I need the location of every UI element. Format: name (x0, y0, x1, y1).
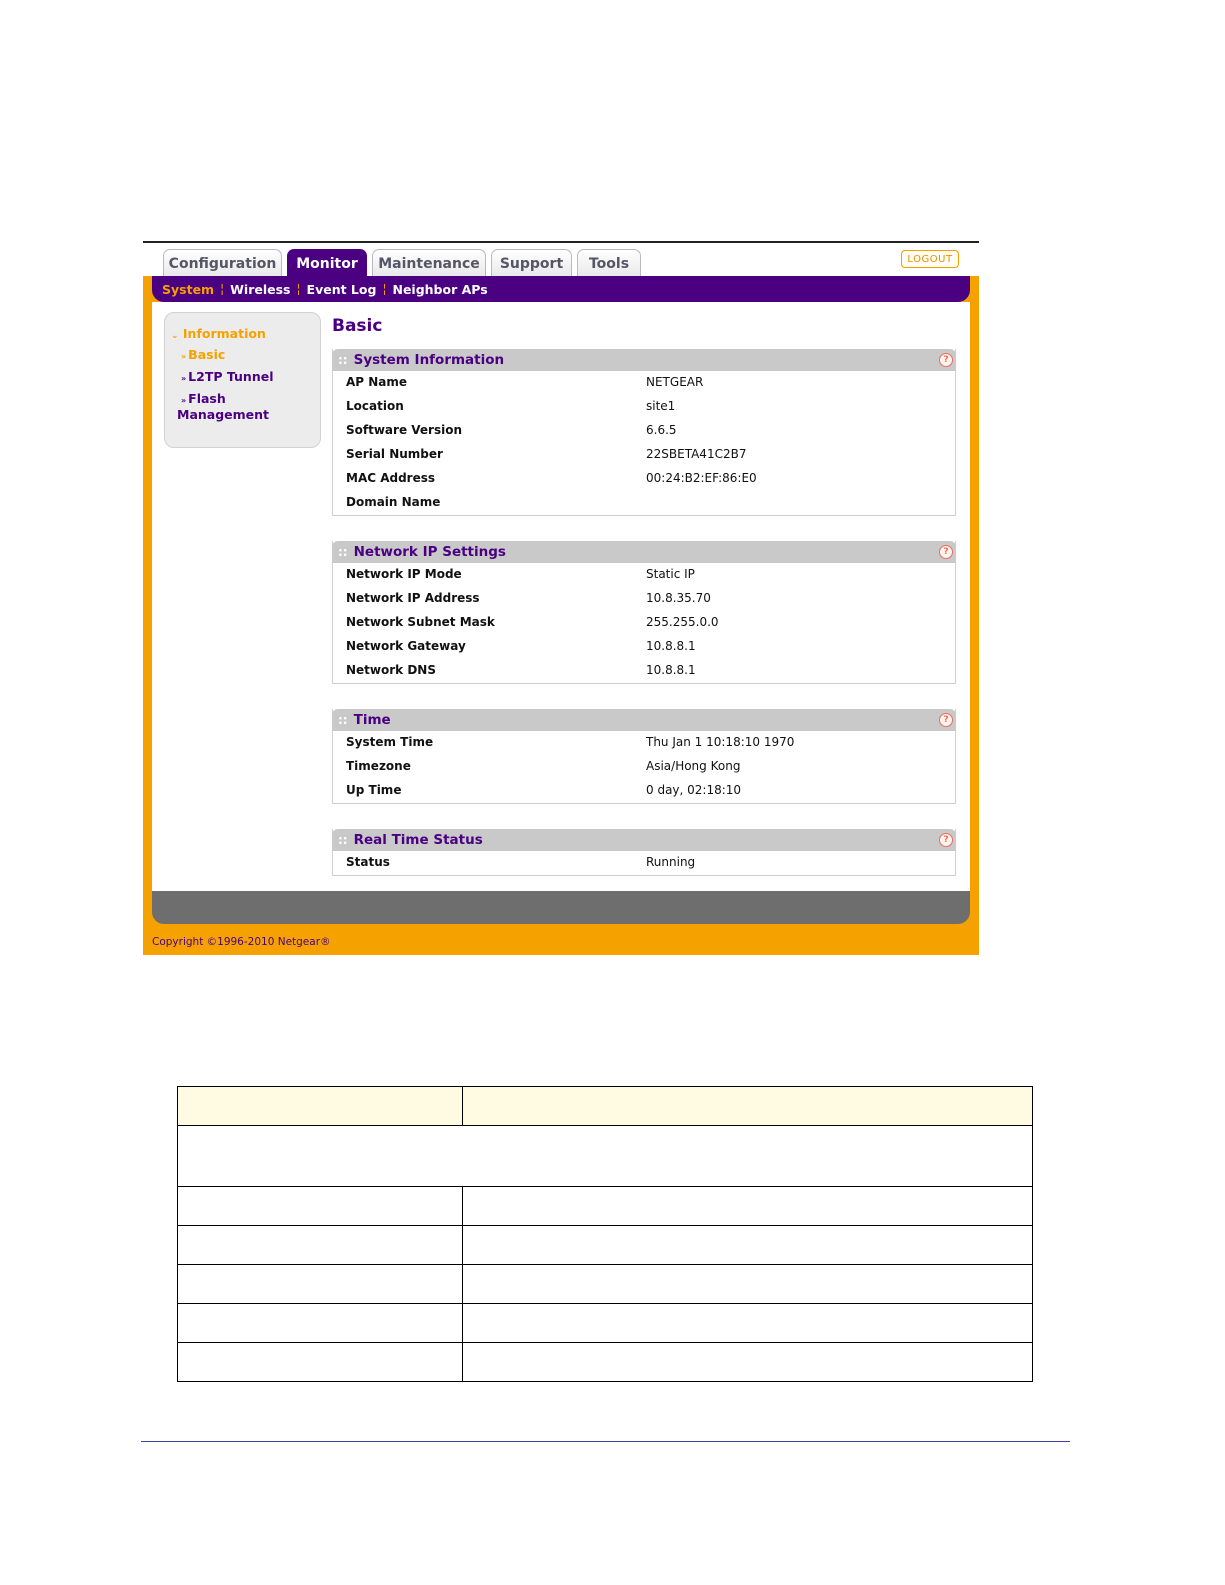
table-row (178, 1187, 1033, 1226)
row-label: Network IP Address (346, 591, 480, 605)
double-arrow-icon: » (181, 352, 186, 361)
info-row (333, 443, 955, 467)
table-cell (463, 1226, 1033, 1265)
copyright-text: Copyright ©1996-2010 Netgear® (152, 936, 331, 948)
row-value: 255.255.0.0 (646, 615, 719, 629)
row-value: 10.8.35.70 (646, 591, 711, 605)
subnav-system[interactable]: System (162, 281, 215, 297)
row-value: Asia/Hong Kong (646, 759, 741, 773)
info-row (333, 611, 955, 635)
leftnav-item-label: L2TP Tunnel (188, 369, 274, 384)
info-row (333, 563, 955, 587)
grip-icon: :: (338, 353, 348, 367)
table-header-cell (178, 1087, 463, 1126)
table-span-row (178, 1126, 1033, 1187)
info-row (333, 659, 955, 683)
tab-configuration[interactable]: Configuration (163, 249, 282, 277)
left-nav-panel (164, 312, 321, 448)
row-value: 0 day, 02:18:10 (646, 783, 742, 797)
logout-button[interactable]: LOGOUT (901, 250, 959, 268)
subnav-separator: ¦ (220, 282, 225, 296)
table-header-row (178, 1087, 1033, 1126)
section-header (332, 829, 956, 851)
section-title: Network IP Settings (353, 544, 506, 560)
table-cell (178, 1126, 1033, 1187)
row-value: 10.8.8.1 (646, 639, 696, 653)
section-time (332, 709, 956, 804)
table-row (178, 1343, 1033, 1382)
row-label: System Time (346, 735, 434, 749)
help-icon[interactable]: ? (939, 713, 953, 727)
section-system-information (332, 349, 956, 516)
leftnav-item-label-line2: Management (177, 407, 270, 422)
row-value: 10.8.8.1 (646, 663, 696, 677)
section-network-ip-settings (332, 541, 956, 684)
tab-tools[interactable]: Tools (577, 249, 641, 277)
row-label: Network Subnet Mask (346, 615, 495, 629)
row-label: Serial Number (346, 447, 443, 461)
info-row (333, 395, 955, 419)
table-cell (178, 1226, 463, 1265)
row-label: Network IP Mode (346, 567, 462, 581)
row-label: Network DNS (346, 663, 436, 677)
help-icon[interactable]: ? (939, 833, 953, 847)
sub-nav-bar (152, 276, 970, 302)
row-label: AP Name (346, 375, 408, 389)
section-title: System Information (353, 352, 505, 368)
table-cell (178, 1265, 463, 1304)
leftnav-item-label: Flash (188, 391, 226, 406)
info-row (333, 419, 955, 443)
tab-monitor[interactable]: Monitor (287, 249, 367, 277)
leftnav-item-label: Basic (188, 347, 226, 362)
row-label: Domain Name (346, 495, 441, 509)
table-cell (178, 1343, 463, 1382)
subnav-event-log[interactable]: Event Log (306, 281, 377, 297)
content-area (152, 302, 970, 891)
double-arrow-icon: » (181, 374, 186, 383)
table-cell (463, 1304, 1033, 1343)
grip-icon: :: (338, 713, 348, 727)
row-value: Running (646, 855, 696, 869)
leftnav-heading-label: Information (182, 326, 266, 341)
subnav-neighbor-aps[interactable]: Neighbor APs (392, 281, 488, 297)
row-value: 22SBETA41C2B7 (646, 447, 747, 461)
section-title: Time (353, 712, 391, 728)
row-label: Network Gateway (346, 639, 466, 653)
info-row (333, 755, 955, 779)
page-title: Basic (332, 316, 383, 336)
double-arrow-icon: » (181, 396, 186, 405)
leftnav-item-basic[interactable] (181, 348, 225, 364)
section-real-time-status (332, 829, 956, 876)
table-cell (463, 1343, 1033, 1382)
section-header (332, 541, 956, 563)
info-row (333, 587, 955, 611)
leftnav-item-l2tp-tunnel[interactable] (181, 370, 274, 386)
main-tab-bar (143, 241, 979, 276)
grip-icon: :: (338, 833, 348, 847)
info-row (333, 635, 955, 659)
document-table (177, 1086, 1033, 1382)
row-value: NETGEAR (646, 375, 704, 389)
tab-support[interactable]: Support (491, 249, 572, 277)
row-value: Thu Jan 1 10:18:10 1970 (646, 735, 795, 749)
netgear-admin-window (143, 241, 979, 955)
leftnav-information-heading[interactable] (171, 326, 266, 341)
row-label: Location (346, 399, 404, 413)
help-icon[interactable]: ? (939, 545, 953, 559)
section-title: Real Time Status (353, 832, 483, 848)
row-value: 00:24:B2:EF:86:E0 (646, 471, 757, 485)
table-row (178, 1304, 1033, 1343)
table-cell (463, 1265, 1033, 1304)
page-footer-rule (141, 1441, 1070, 1442)
grip-icon: :: (338, 545, 348, 559)
section-header (332, 349, 956, 371)
info-row (333, 491, 955, 515)
row-value: site1 (646, 399, 676, 413)
help-icon[interactable]: ? (939, 353, 953, 367)
chevron-down-icon: ⌄ (171, 331, 179, 341)
row-label: Status (346, 855, 390, 869)
info-row (333, 779, 955, 803)
row-label: MAC Address (346, 471, 436, 485)
table-cell (178, 1304, 463, 1343)
tab-maintenance[interactable]: Maintenance (372, 249, 486, 277)
row-label: Software Version (346, 423, 462, 437)
row-label: Up Time (346, 783, 402, 797)
row-value: 6.6.5 (646, 423, 677, 437)
table-row (178, 1226, 1033, 1265)
subnav-separator: ¦ (296, 282, 301, 296)
leftnav-item-flash-management[interactable] (177, 392, 269, 422)
subnav-separator: ¦ (382, 282, 387, 296)
section-header (332, 709, 956, 731)
info-row (333, 467, 955, 491)
row-label: Timezone (346, 759, 411, 773)
table-header-cell (463, 1087, 1033, 1126)
table-cell (463, 1187, 1033, 1226)
row-value: Static IP (646, 567, 695, 581)
table-row (178, 1265, 1033, 1304)
table-cell (178, 1187, 463, 1226)
subnav-wireless[interactable]: Wireless (230, 281, 291, 297)
info-row (333, 371, 955, 395)
info-row (333, 851, 955, 875)
info-row (333, 731, 955, 755)
footer-bar (152, 891, 970, 924)
